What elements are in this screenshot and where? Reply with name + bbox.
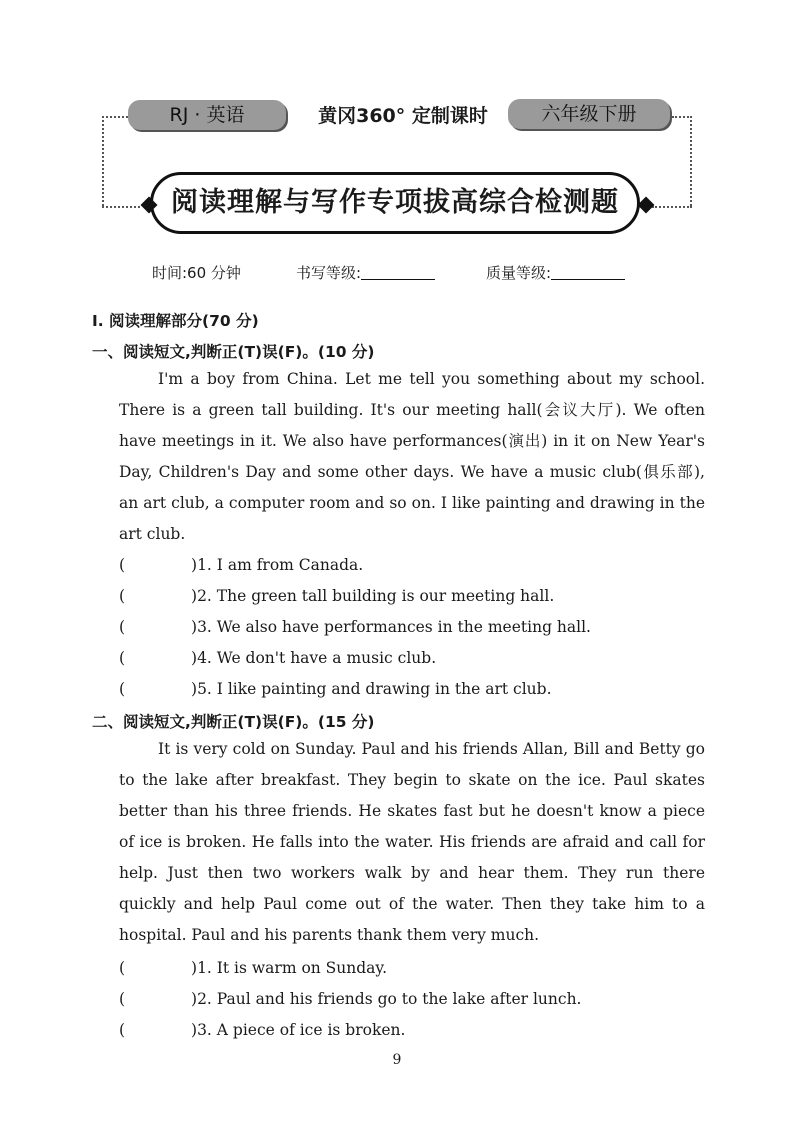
paren-close: ) [191,680,198,698]
section1-question-4 [119,648,436,668]
paren-close: ) [191,649,198,667]
answer-paren[interactable]: ( [119,680,126,698]
section2-question-3 [119,1020,405,1040]
answer-paren[interactable]: ( [119,1021,126,1039]
section1-question-1 [119,555,363,575]
question-text: 4. We don't have a music club. [197,649,437,667]
answer-paren[interactable]: ( [119,556,126,574]
grade-tag: 六年级下册 [508,99,670,129]
part-heading: Ⅰ. 阅读理解部分(70 分) [92,312,259,330]
quality-grade-label: 质量等级: [486,264,552,282]
paren-close: ) [191,959,198,977]
paren-close: ) [191,1021,198,1039]
paren-close: ) [191,587,198,605]
section2-passage-text: It is very cold on Sunday. Paul and his friends Allan, Bill and Betty go to the lake after breakfast. They begin to skate on the ice. Paul skates better than his three friends. He skates fast but he doesn't know a piece of ice is broken. He falls into the water. His friends are afraid and call for help. Just then two workers walk by and hear them. They run there quickly and help Paul come out of the water. Then they take him to a hospital. Paul and his parents thank them very much. [119,740,705,944]
header-dotted-line-right-vertical [690,116,692,206]
question-text: 5. I like painting and drawing in the art club. [197,680,552,698]
paren-close: ) [191,556,198,574]
section2-question-1 [119,958,387,978]
answer-paren[interactable]: ( [119,990,126,1008]
answer-paren[interactable]: ( [119,959,126,977]
question-text: 2. The green tall building is our meeting hall. [197,587,555,605]
diamond-right-icon [638,197,655,214]
section1-passage [119,364,705,550]
answer-paren[interactable]: ( [119,587,126,605]
writing-grade [296,262,435,283]
question-text: 3. A piece of ice is broken. [197,1021,406,1039]
answer-paren[interactable]: ( [119,649,126,667]
section1-heading: 一、阅读短文,判断正(T)误(F)。(10 分) [92,343,375,361]
page-title: 阅读理解与写作专项拔高综合检测题 [150,172,640,234]
writing-grade-label: 书写等级: [296,264,362,282]
header-dotted-line-right [672,116,692,118]
series-label: 黄冈360° 定制课时 [318,105,488,127]
answer-paren[interactable]: ( [119,618,126,636]
header-dotted-line-left [102,116,128,118]
writing-grade-blank[interactable] [361,265,435,280]
quality-grade [486,262,625,283]
page-number: 9 [392,1052,402,1068]
question-text: 3. We also have performances in the meeting hall. [197,618,591,636]
section2-passage [119,734,705,951]
quality-grade-blank[interactable] [551,265,625,280]
paren-close: ) [191,990,198,1008]
time-label: 时间:60 分钟 [152,264,241,282]
header-dotted-line-left-vertical [102,116,104,206]
paren-close: ) [191,618,198,636]
section1-question-3 [119,617,591,637]
section1-passage-text: I'm a boy from China. Let me tell you something about my school. There is a green tall building. It's our meeting hall(会议大厅). We often have meetings in it. We also have performances(演出) in it on New Year's Day, Children's Day and some other days. We have a music club(俱乐部), an art club, a computer room and so on. I like painting and drawing in the art club. [119,370,705,543]
section1-question-5 [119,679,552,699]
question-text: 1. It is warm on Sunday. [197,959,388,977]
section2-question-2 [119,989,581,1009]
section1-question-2 [119,586,554,606]
subject-tag: RJ · 英语 [128,100,286,130]
header-dotted-line-right-bottom [652,206,692,208]
section2-heading: 二、阅读短文,判断正(T)误(F)。(15 分) [92,713,375,731]
question-text: 1. I am from Canada. [197,556,364,574]
question-text: 2. Paul and his friends go to the lake after lunch. [197,990,582,1008]
header-dotted-line-left-bottom [102,206,140,208]
